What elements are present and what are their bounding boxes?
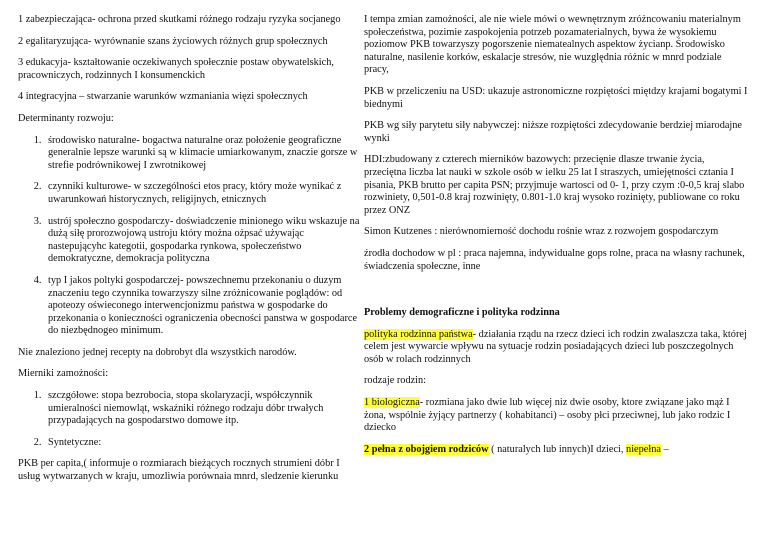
function-egalitarian: 2 egalitaryzująca- wyrównanie szans życiowych różnych grup społecznych bbox=[18, 35, 328, 47]
full-family-highlight: 2 pełna z obojgiem rodziców bbox=[364, 443, 489, 455]
list-item: 1. szczgółowe: stopa bezrobocia, stopa skolaryzacji, współczynnik umieralności niemowląt, wskaźniki różnego rodzaju dóbr trwałych przypadających na gospodarstwo domowe itp. bbox=[44, 390, 360, 428]
biological-family-text bbox=[364, 397, 748, 435]
list-item: 3. ustrój społeczno gospodarczy- doświadczenie minionego wiku wskazuje na dużą siłę prorozwojową ustroju który można ożpsać używając nastepującyhc kategotii, gospodarka rynkowa, społeczeństwo demokratyczne, demokracja polityczna bbox=[44, 216, 360, 266]
function-protective: 1 zabezpieczająca- ochrona przed skutkami różnego rodzaju ryzyka socjanego bbox=[18, 14, 341, 25]
kuznets-text: Simon Kutzenes : nierównomierność dochodu rośnie wraz z rozwojem gospodarczym bbox=[364, 226, 719, 238]
determinants-list bbox=[18, 135, 360, 338]
biological-definition: - rozmiana jako dwie lub więcej niz dwie osoby, ktore związane jako mąż I żona, wspólnie żyjący partnerzy ( kohabitanci) – osoby płci przeciwnej, lub jako rodzic I dziecko bbox=[364, 397, 731, 434]
no-recipe-text: Nie znaleziono jednej recepty na dobrobyt dla wszystkich narodów. bbox=[18, 346, 297, 358]
hdi-text: HDI:zbudowany z czterech mierników bazowych: przecięnie dlasze trwanie życia, przeciętna liczba lat nauki w szkole osób w ielku 25 lat I straszych, umiejętności cztania I pisania, PKB brutto per capita PSN; przyjmuje wartosci od 0- 1, przy czym :0-0,5 kraj slabo rozwiniety, 0,501-0.8 kraj rozwinięty, 0.801-1.0 kraj wysoko rozinięty, publiowane co roku przez ONZ bbox=[364, 154, 745, 216]
measures-list bbox=[18, 390, 360, 449]
list-item: 2. czynniki kulturowe- w szczególności etos pracy, który może wynikać z uwarunkowań historycznych, religijnych, etnicznych bbox=[44, 181, 360, 206]
family-policy-highlight: polityka rodzinna państwa bbox=[364, 328, 473, 340]
family-policy-text bbox=[364, 329, 748, 367]
pkb-per-capita-text: PKB per capita,( informuje o rozmiarach bieżących rocznych strumieni dóbr I usług wytwarzanych w kraju, umozliwia porównaia mnrd, sledzenie kierunku bbox=[18, 458, 340, 483]
full-family-end: – bbox=[660, 443, 669, 455]
list-item: 2. Syntetyczne: bbox=[44, 437, 360, 450]
list-item: 4. typ I jakos poltyki gospodarczej- powszechnemu przekonaniu o duzym znaczeniu tego czynnika towarzyszy silne zróżnicowanie poglądów: od apoteozy oświeconego interwencjonizmu państwa w gospodarke do przekonania o konieczności ograniczenia obecności panstwa w gospodarce do niezbędnogeo minimum. bbox=[44, 275, 360, 338]
biological-highlight: 1 biologiczna bbox=[364, 397, 420, 409]
measures-heading: Mierniki zamożności: bbox=[18, 368, 109, 380]
full-family-text bbox=[364, 444, 748, 457]
function-integrative: 4 integracyjna – stwarzanie warunków wzmaniania więzi społecznych bbox=[18, 91, 308, 103]
determinants-heading: Determinanty rozwoju: bbox=[18, 112, 114, 124]
function-educational: 3 edukacyja- kształtowanie oczekiwanych społecznie postaw obywatelskich, pracowniczych, rodzinnych I konsumenckich bbox=[18, 57, 334, 81]
full-family-definition: ( naturalych lub innych)I dzieci, bbox=[488, 443, 627, 455]
section-heading: Problemy demograficzne i polityka rodzinna bbox=[364, 307, 560, 319]
family-policy-definition: - działania rządu na rzecz dzieci ich rodzin zwalaszcza taka, której celem jest wywarcie wpływu na sytuacje rodzin posiadających dzieci lub poszczegolnych osób w rolach rodzinnych bbox=[364, 328, 747, 365]
incomplete-highlight: niepełna bbox=[626, 443, 661, 455]
left-column bbox=[18, 14, 360, 493]
right-column bbox=[364, 14, 748, 465]
family-types-heading: rodzaje rodzin: bbox=[364, 375, 427, 387]
list-item: 1. środowisko naturalne- bogactwa naturalne oraz położenie geograficzne generalnie lepsze warunki są w klimacie umiarkowanym, znaczie gorsze w strefie podrównikowej I zwrotnikowej bbox=[44, 135, 360, 173]
pkb-usd-text: PKB w przeliczeniu na USD: ukazuje astronomiczne rozpiętości miętdzy krajami bogatymi I biednymi bbox=[364, 85, 748, 110]
pkb-ppp-text: PKB wg siły parytetu siły nabywczej: niższe rozpiętości zdecydowanie berdziej miarodajne wynki bbox=[364, 120, 742, 144]
pkb-continuation-text: I tempa zmian zamożności, ale nie wiele mówi o wewnętrznym zróżncowaniu materialnym społeczeństwa, pozimie zaspokojenia potrzeb pozamaterialnych, bywa że wysokiemu poziomow PKB towarzyszy pogorszenie niematealnych aspektow życianp. Środowisko naturalne, nasilenie korków, eskalacje stresów, nie wuzględnia różnic w mnrd podziale pracy, bbox=[364, 14, 741, 76]
income-sources-text: źrodła dochodow w pl : praca najemna, indywidualne gops rolne, praca na własny rachunek, świadczenia społeczne, inne bbox=[364, 247, 745, 272]
